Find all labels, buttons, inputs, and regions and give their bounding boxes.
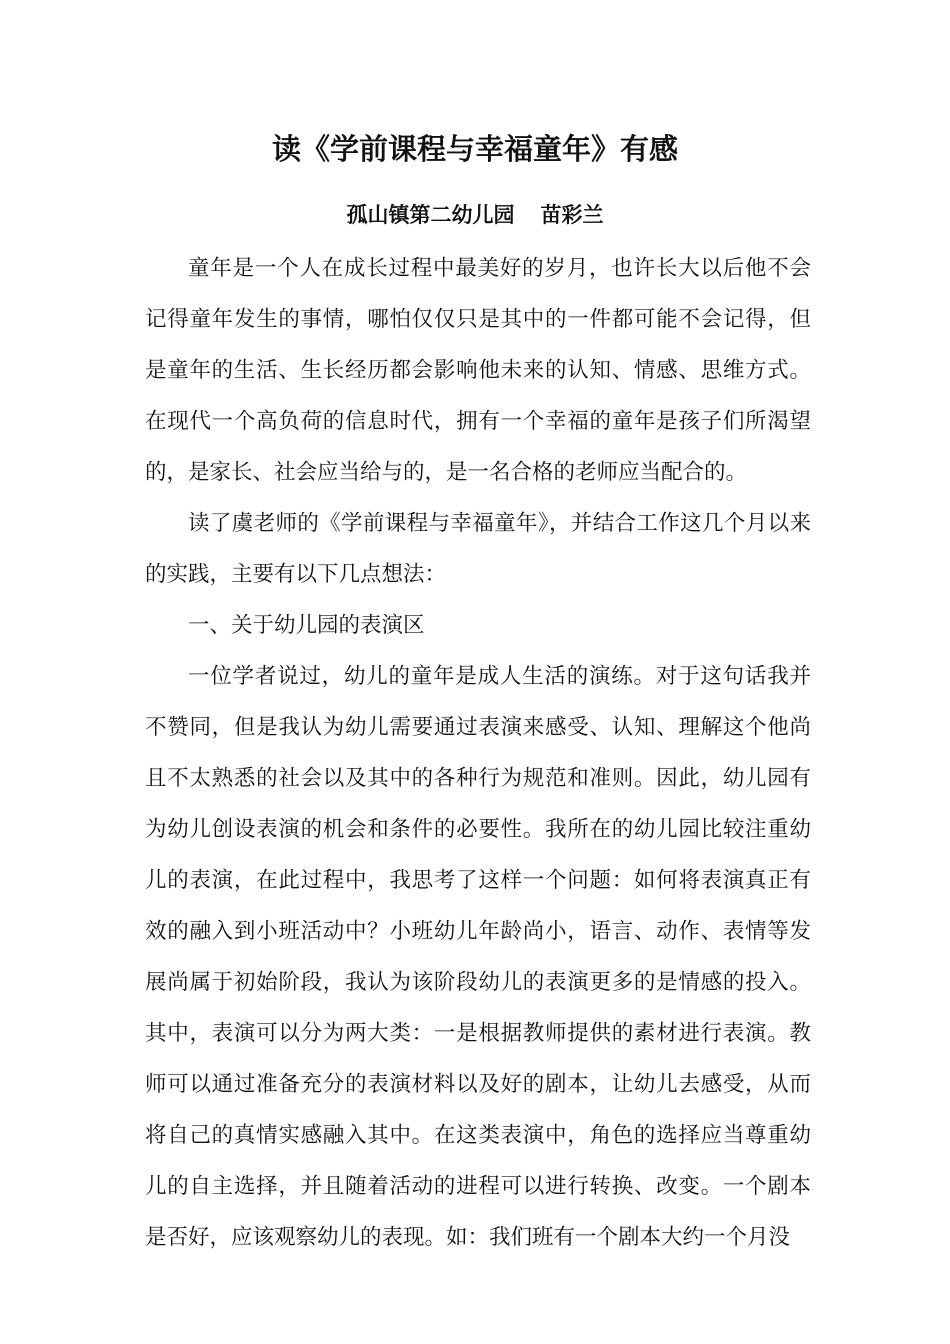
paragraph: 一位学者说过，幼儿的童年是成人生活的演练。对于这句话我并不赞同，但是我认为幼儿需要通过表演来感受、认知、理解这个他尚且不太熟悉的社会以及其中的各种行为规范和准则。因此，幼儿园有为幼儿创设表演的机会和条件的必要性。我所在的幼儿园比较注重幼儿的表演，在此过程中，我思考了这样一个问题：如何将表演真正有效的融入到小班活动中？小班幼儿年龄尚小，语言、动作、表情等发展尚属于初始阶段，我认为该阶段幼儿的表演更多的是情感的投入。其中，表演可以分为两大类：一是根据教师提供的素材进行表演。教师可以通过准备充分的表演材料以及好的剧本，让幼儿去感受，从而将自己的真情实感融入其中。在这类表演中，角色的选择应当尊重幼儿的自主选择，并且随着活动的进程可以进行转换、改变。一个剧本是否好，应该观察幼儿的表现。如：我们班有一个剧本大约一个月没 [145,664,811,1250]
paragraph: 童年是一个人在成长过程中最美好的岁月，也许长大以后他不会记得童年发生的事情，哪怕仅仅只是其中的一件都可能不会记得，但是童年的生活、生长经历都会影响他未来的认知、情感、思维方式。在现代一个高负荷的信息时代，拥有一个幸福的童年是孩子们所渴望的，是家长、社会应当给与的，是一名合格的老师应当配合的。 [145,256,811,485]
school-name: 孤山镇第二幼儿园 [346,202,515,227]
document-body [145,243,811,1263]
author-byline [0,198,950,232]
paragraph: 读了虞老师的《学前课程与幸福童年》，并结合工作这几个月以来的实践，主要有以下几点想法： [145,511,811,587]
section-heading: 一、关于幼儿园的表演区 [188,613,425,638]
author-name: 苗彩兰 [540,202,604,227]
document-title: 读《学前课程与幸福童年》有感 [271,132,678,166]
